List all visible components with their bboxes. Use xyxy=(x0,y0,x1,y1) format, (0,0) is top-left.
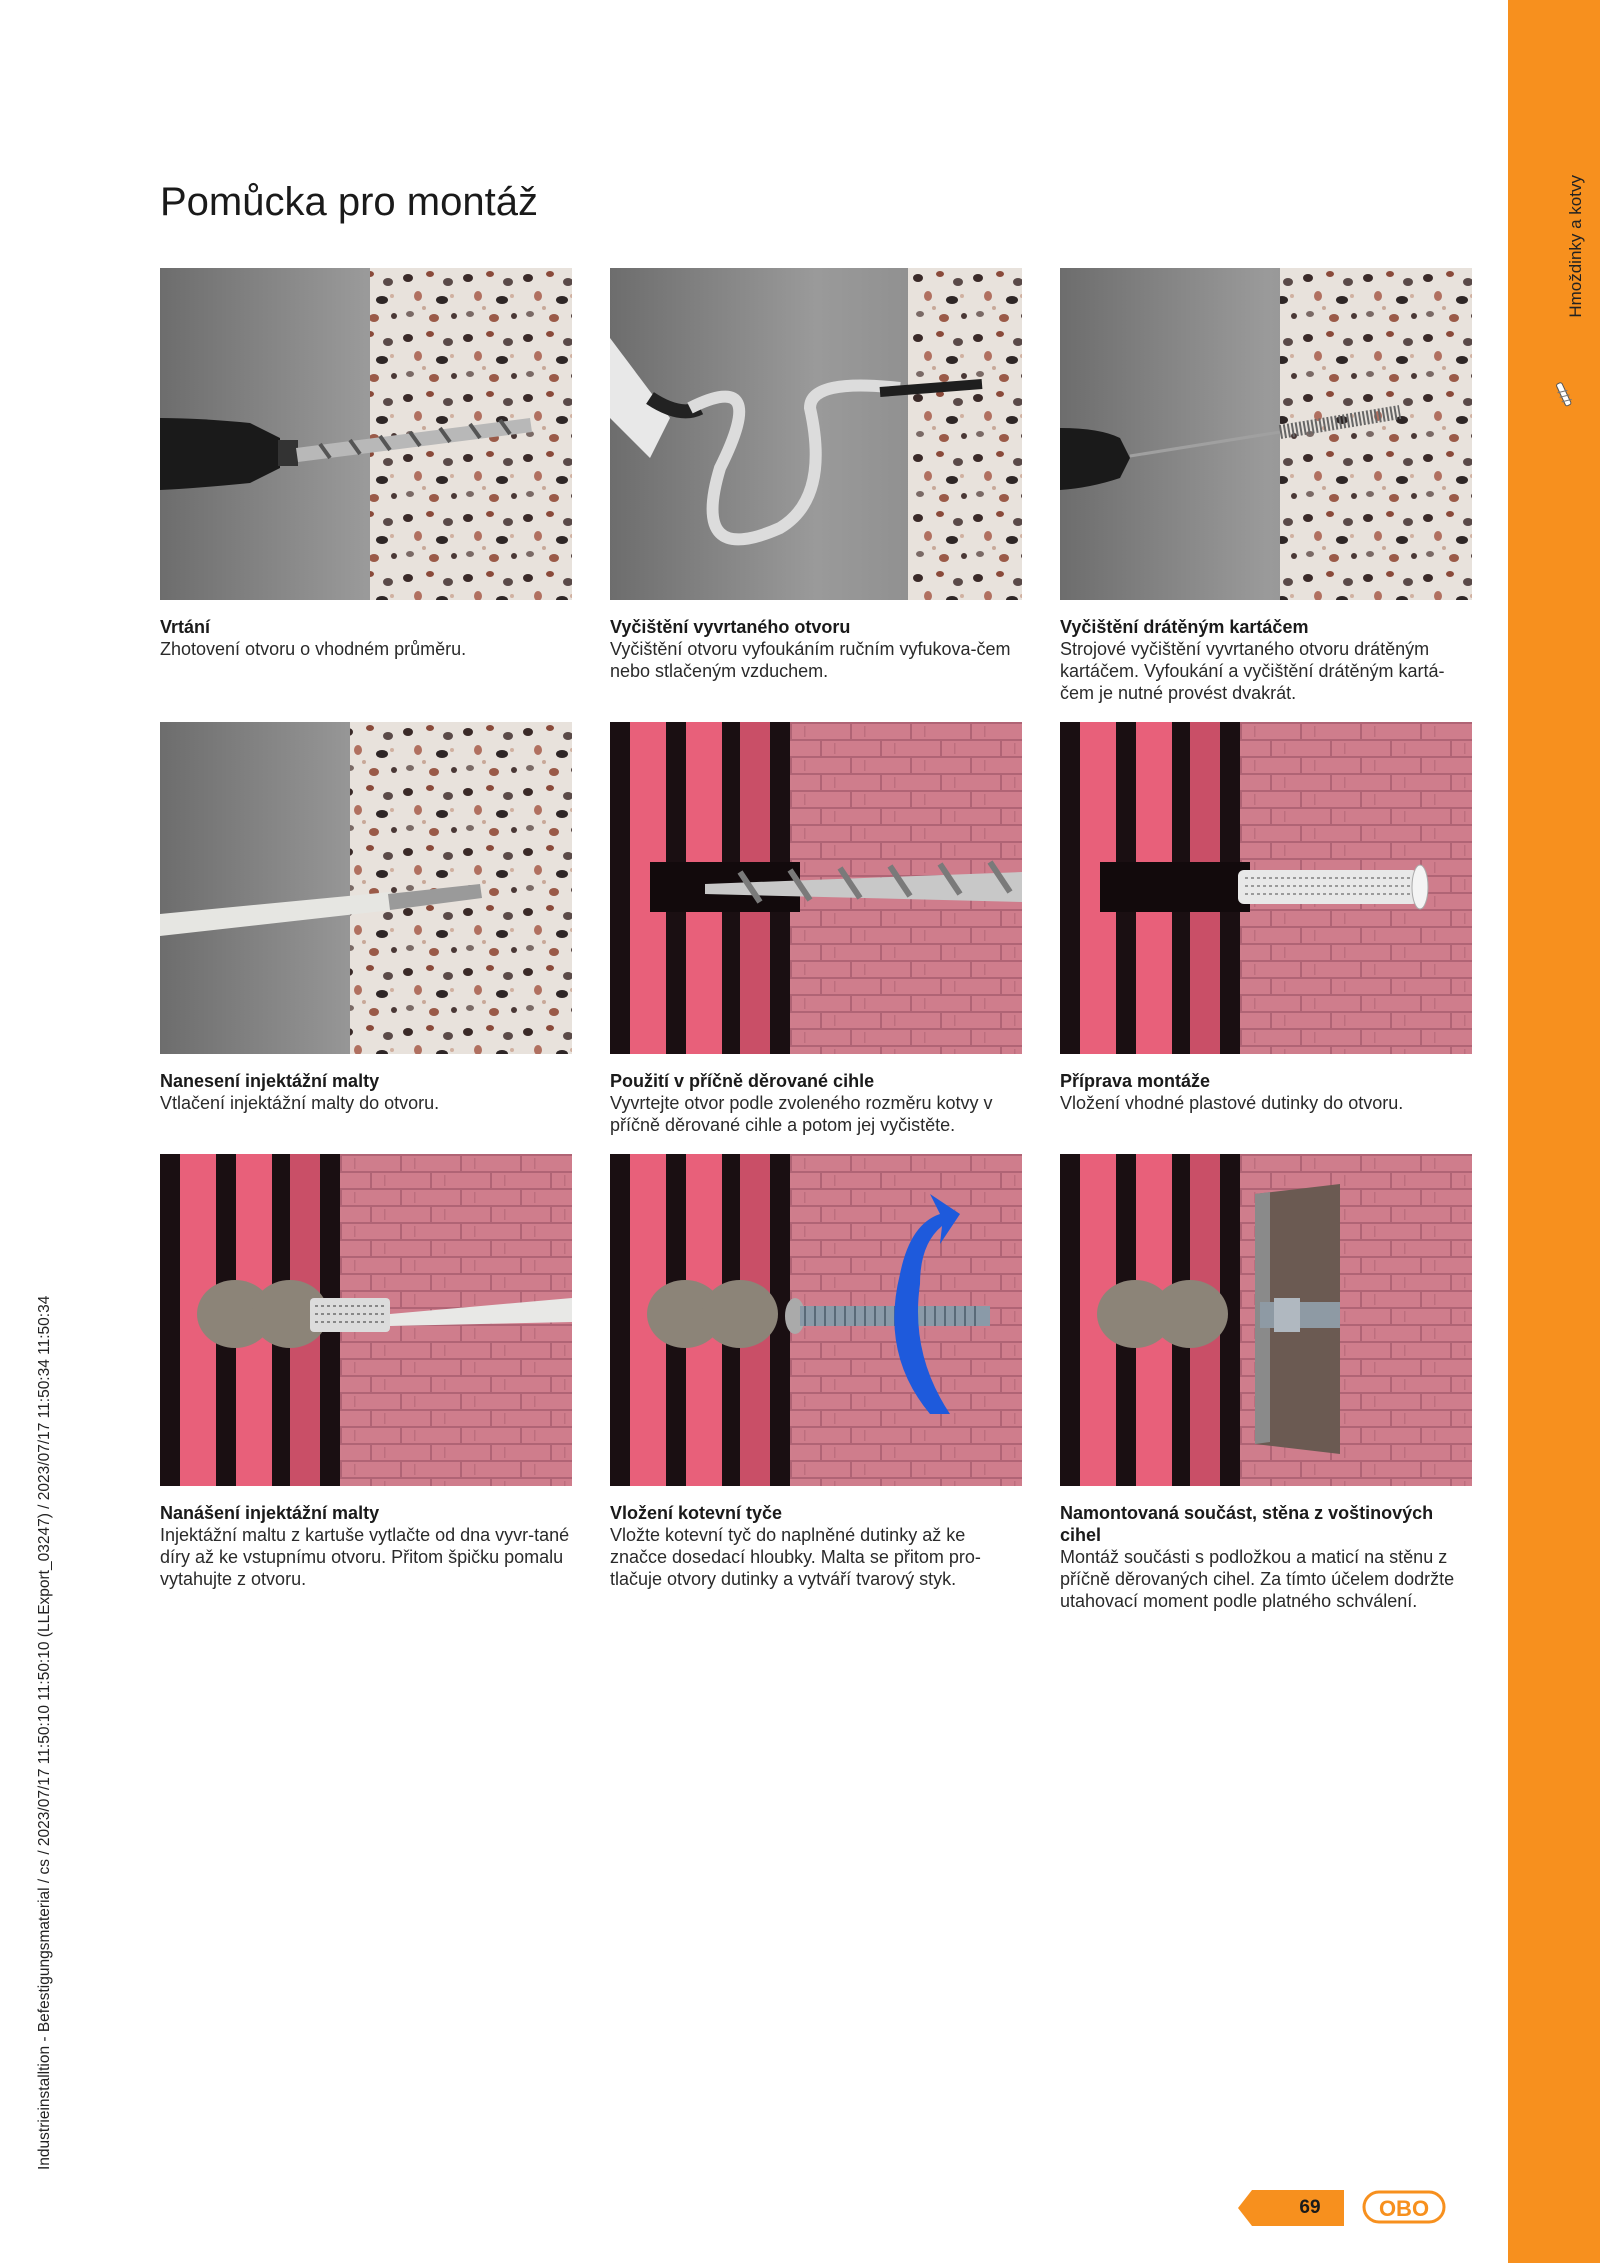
page-number: 69 xyxy=(1299,2197,1321,2218)
step-title: Nanesení injektážní malty xyxy=(160,1071,380,1091)
anchor-rod-photo xyxy=(610,1154,1022,1486)
step-description: Vtlačení injektážní malty do otvoru. xyxy=(160,1093,440,1113)
step-title: Vyčištění drátěným kartáčem xyxy=(1060,617,1309,637)
step-title: Namontovaná součást, stěna z voštinových cihel xyxy=(1060,1503,1434,1545)
step-title: Nanášení injektážní malty xyxy=(160,1503,380,1523)
anchor-screw-icon xyxy=(1554,380,1576,414)
step-title: Vrtání xyxy=(160,617,211,637)
wire-brush-photo xyxy=(1060,268,1472,600)
drilling-photo xyxy=(160,268,572,600)
step-tile xyxy=(160,268,572,660)
side-tab-bar xyxy=(1508,0,1600,2263)
step-tile xyxy=(160,1154,572,1590)
brick-drill-photo xyxy=(610,722,1022,1054)
step-description: Vložte kotevní tyč do naplněné dutinky až ke značce dosedací hloubky. Malta se přitom pro-tlačuje otvory dutinky a vytváří tvarový styk. xyxy=(610,1525,981,1589)
sleeve-insert-photo xyxy=(1060,722,1472,1054)
step-title: Použití v příčně děrované cihle xyxy=(610,1071,875,1091)
step-description: Vložení vhodné plastové dutinky do otvoru. xyxy=(1060,1093,1404,1113)
mortar-nozzle-photo xyxy=(160,722,572,1054)
step-title: Vložení kotevní tyče xyxy=(610,1503,783,1523)
step-tile xyxy=(160,722,572,1114)
step-tile xyxy=(610,268,1022,682)
step-description: Montáž součásti s podložkou a maticí na stěnu z příčně děrovaných cihel. Za tímto účelem dodržte utahovací moment podle platného schválení. xyxy=(1060,1547,1455,1611)
step-description: Vyčištění otvoru vyfoukáním ručním vyfukova-čem nebo stlačeným vzduchem. xyxy=(610,639,1011,681)
step-title: Vyčištění vyvrtaného otvoru xyxy=(610,617,851,637)
step-title: Příprava montáže xyxy=(1060,1071,1211,1091)
svg-text:OBO: OBO xyxy=(1378,2196,1430,2221)
step-description: Injektážní maltu z kartuše vytlačte od dna vyvr-tané díry až ke vstupnímu otvoru. Přitom špičku pomalu vytahujte z otvoru. xyxy=(160,1525,570,1589)
step-tile xyxy=(610,722,1022,1136)
page-title: Pomůcka pro montáž xyxy=(160,180,538,224)
step-tile xyxy=(1060,722,1472,1114)
document-footer-meta: Industrieinstalltion - Befestigungsmaterial / cs / 2023/07/17 11:50:10 11:50:10 (LLExport_03247) / 2023/07/17 11:50:34 11:50:34 xyxy=(36,1295,53,2170)
step-tile xyxy=(1060,1154,1472,1612)
step-tile xyxy=(610,1154,1022,1590)
step-tile xyxy=(1060,268,1472,704)
sleeve-mortar-photo xyxy=(160,1154,572,1486)
step-description: Vyvrtejte otvor podle zvoleného rozměru kotvy v příčně děrované cihle a potom jej vyčistěte. xyxy=(610,1093,993,1135)
section-label: Hmoždinky a kotvy xyxy=(1566,175,1585,318)
blow-pump-photo xyxy=(610,268,1022,600)
mounted-plate-photo xyxy=(1060,1154,1472,1486)
step-description: Strojové vyčištění vyvrtaného otvoru drátěným kartáčem. Vyfoukání a vyčištění drátěným kartá-čem je nutné provést dvakrát. xyxy=(1060,639,1445,703)
step-description: Zhotovení otvoru o vhodném průměru. xyxy=(160,639,467,659)
obo-logo xyxy=(1362,2188,1446,2228)
